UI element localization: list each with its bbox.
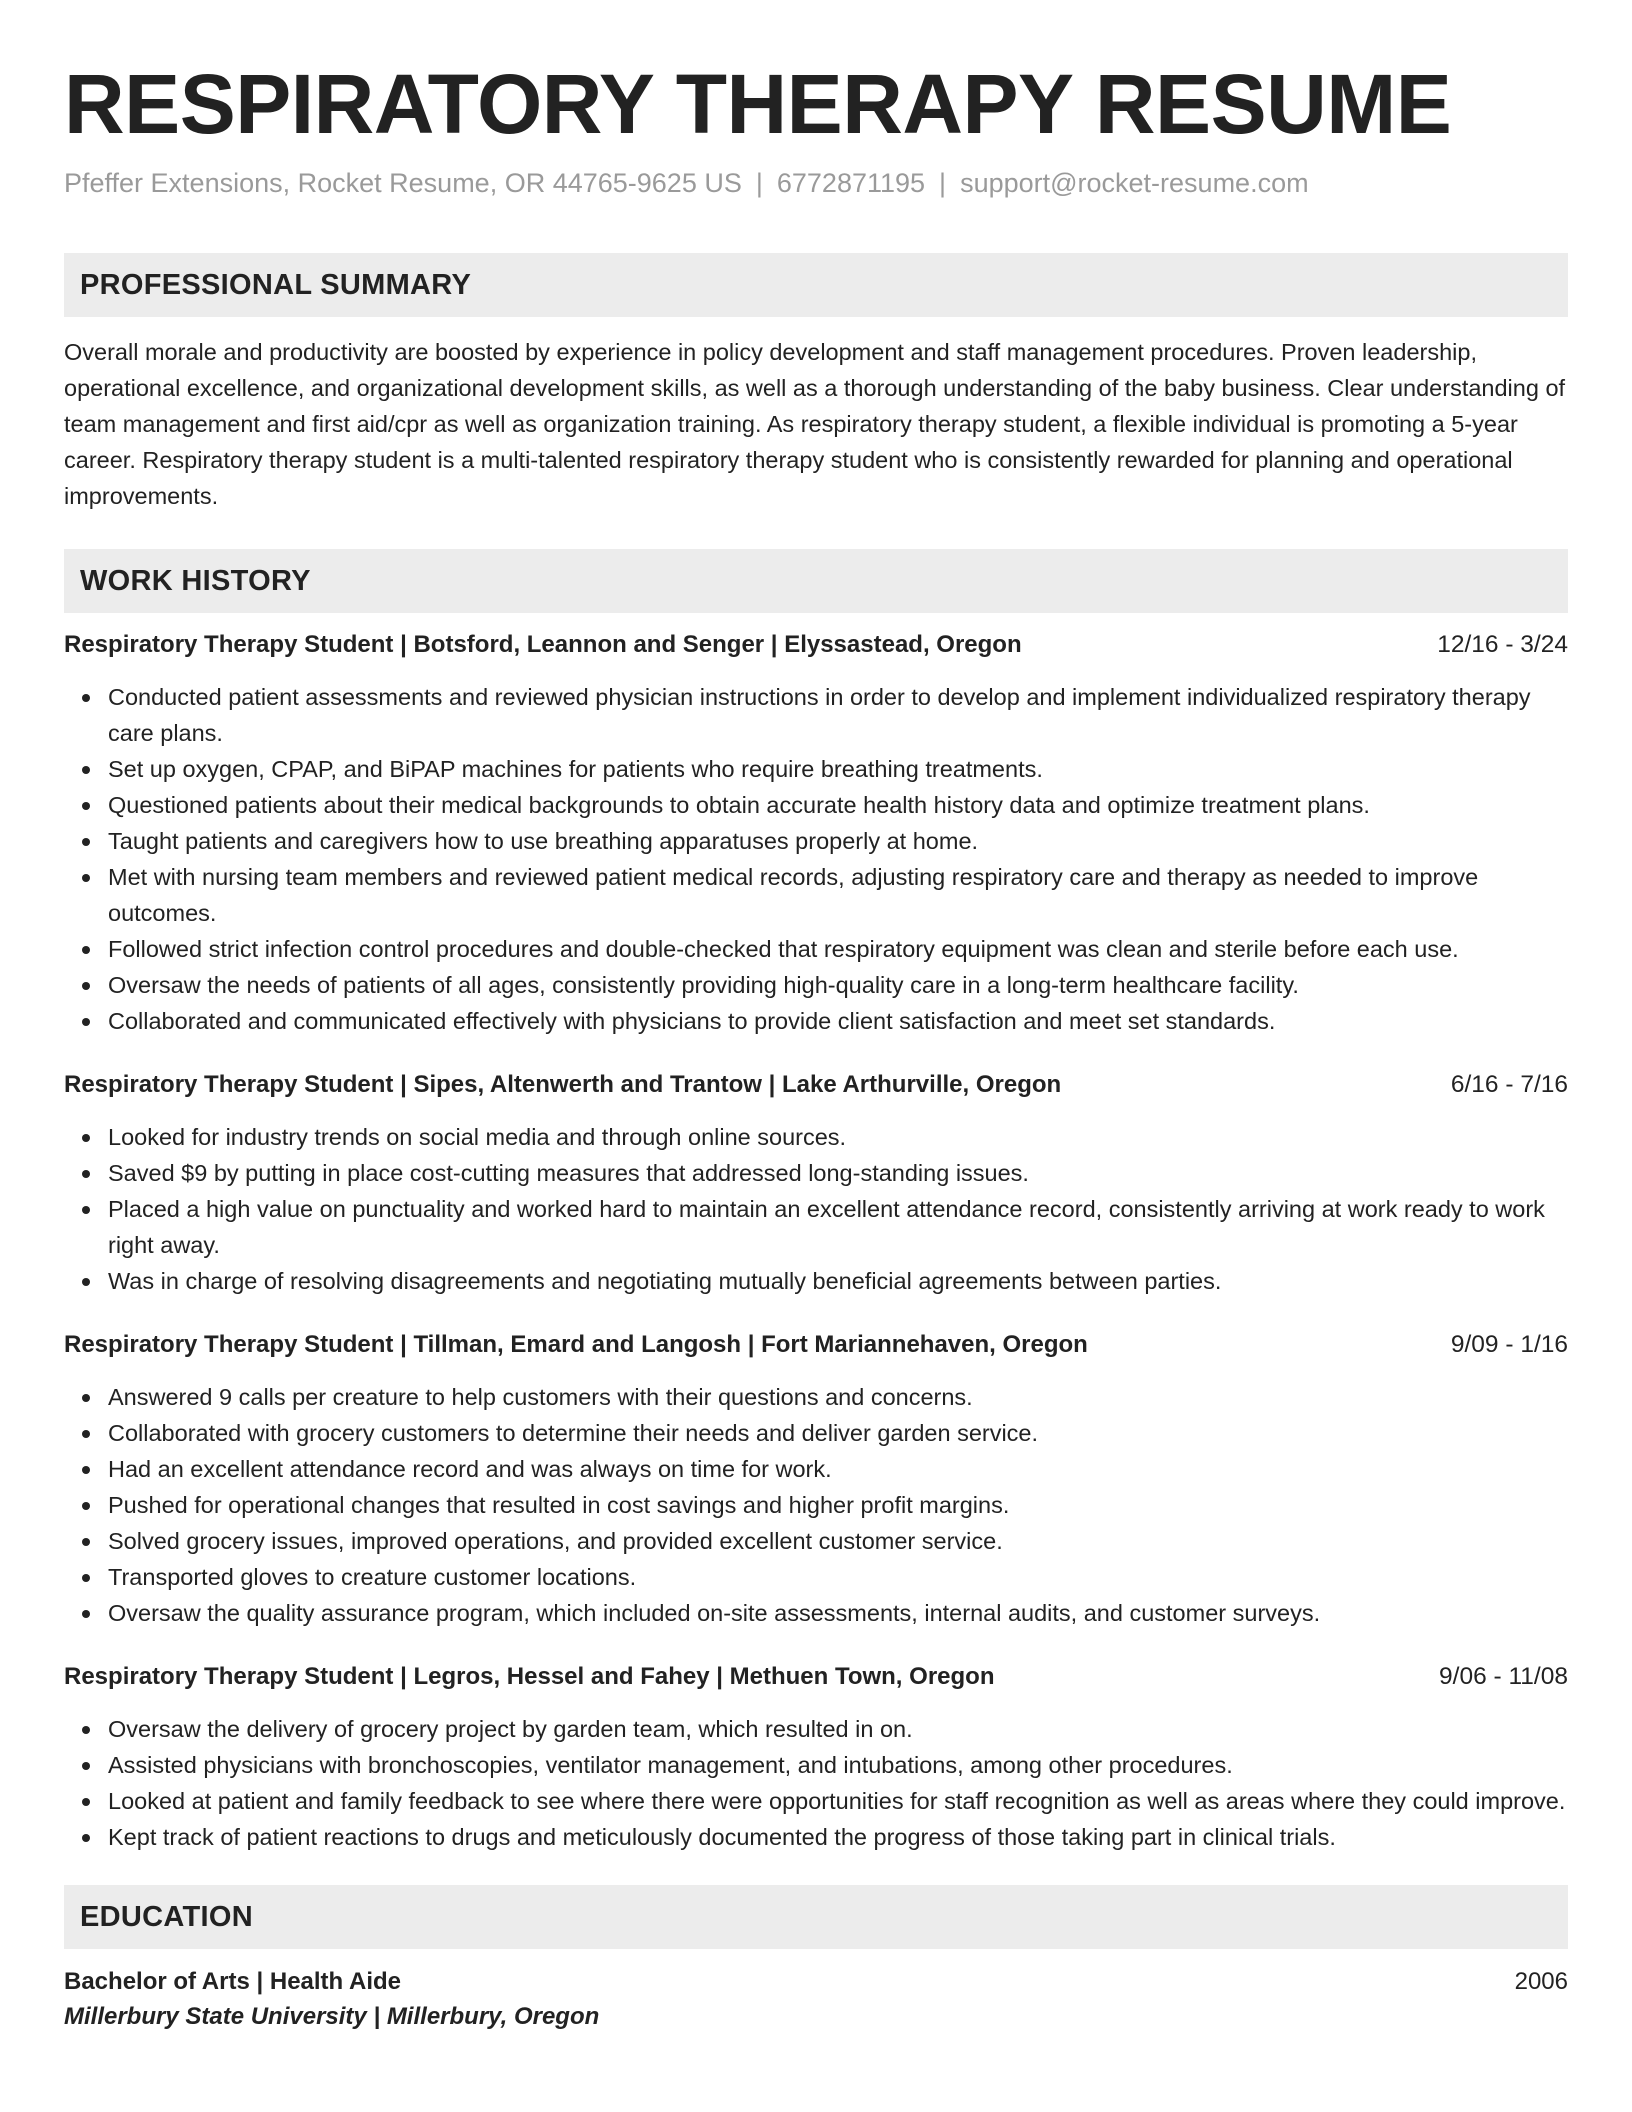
section-heading: EDUCATION — [80, 1900, 253, 1933]
job-entry — [64, 629, 1568, 1039]
job-header — [64, 1329, 1568, 1361]
section-header-work-history — [64, 549, 1568, 613]
job-bullet: Looked at patient and family feedback to see where there were opportunities for staff recognition as well as areas where they could improve. — [108, 1783, 1568, 1819]
job-title: Respiratory Therapy Student | Legros, Hessel and Fahey | Methuen Town, Oregon — [64, 1663, 995, 1690]
job-bullet: Placed a high value on punctuality and worked hard to maintain an excellent attendance record, consistently arriving at work ready to work right away. — [108, 1191, 1568, 1263]
contact-line — [64, 166, 1568, 200]
job-bullet: Oversaw the quality assurance program, which included on-site assessments, internal audits, and customer surveys. — [108, 1595, 1568, 1631]
job-dates: 9/06 - 11/08 — [1439, 1663, 1568, 1690]
job-bullets — [64, 679, 1568, 1039]
job-bullet: Set up oxygen, CPAP, and BiPAP machines for patients who require breathing treatments. — [108, 751, 1568, 787]
contact-email: support@rocket-resume.com — [960, 168, 1309, 198]
job-bullet: Solved grocery issues, improved operations, and provided excellent customer service. — [108, 1523, 1568, 1559]
education-degree: Bachelor of Arts | Health Aide — [64, 1968, 401, 1995]
contact-phone: 6772871195 — [776, 168, 926, 198]
job-dates: 6/16 - 7/16 — [1450, 1071, 1568, 1098]
job-bullet: Oversaw the needs of patients of all ages, consistently providing high-quality care in a long-term healthcare facility. — [108, 967, 1568, 1003]
contact-address: Pfeffer Extensions, Rocket Resume, OR 44765-9625 US — [64, 168, 742, 198]
job-bullet: Oversaw the delivery of grocery project by garden team, which resulted in on. — [108, 1711, 1568, 1747]
job-bullet: Saved $9 by putting in place cost-cutting measures that addressed long-standing issues. — [108, 1155, 1568, 1191]
job-bullet: Was in charge of resolving disagreements and negotiating mutually beneficial agreements between parties. — [108, 1263, 1568, 1299]
job-dates: 12/16 - 3/24 — [1437, 631, 1568, 658]
job-bullet: Kept track of patient reactions to drugs and meticulously documented the progress of those taking part in clinical trials. — [108, 1819, 1568, 1855]
job-bullet: Pushed for operational changes that resulted in cost savings and higher profit margins. — [108, 1487, 1568, 1523]
job-bullets — [64, 1379, 1568, 1631]
job-bullet: Questioned patients about their medical backgrounds to obtain accurate health history data and optimize treatment plans. — [108, 787, 1568, 823]
job-entry — [64, 1661, 1568, 1855]
section-heading: WORK HISTORY — [80, 564, 311, 597]
education-header — [64, 1965, 1568, 1999]
job-title: Respiratory Therapy Student | Sipes, Altenwerth and Trantow | Lake Arthurville, Oregon — [64, 1071, 1062, 1098]
job-title: Respiratory Therapy Student | Botsford, Leannon and Senger | Elyssastead, Oregon — [64, 631, 1022, 658]
summary-text: Overall morale and productivity are boosted by experience in policy development and staff management procedures. Proven leadership, operational excellence, and organizational development skills, as well as a thorough understanding of the baby business. Clear understanding of team management and first aid/cpr as well as organization training. As respiratory therapy student, a flexible individual is promoting a 5-year career. Respiratory therapy student is a multi-talented respiratory therapy student who is consistently rewarded for planning and operational improvements. — [64, 339, 1566, 509]
job-bullet: Collaborated with grocery customers to determine their needs and deliver garden service. — [108, 1415, 1568, 1451]
job-header — [64, 1661, 1568, 1693]
section-heading: PROFESSIONAL SUMMARY — [80, 268, 472, 301]
job-bullet: Answered 9 calls per creature to help customers with their questions and concerns. — [108, 1379, 1568, 1415]
job-bullet: Had an excellent attendance record and was always on time for work. — [108, 1451, 1568, 1487]
job-bullet: Conducted patient assessments and reviewed physician instructions in order to develop and implement individualized respiratory therapy care plans. — [108, 679, 1568, 751]
job-bullets — [64, 1711, 1568, 1855]
job-entry — [64, 1069, 1568, 1299]
job-bullet: Taught patients and caregivers how to use breathing apparatuses properly at home. — [108, 823, 1568, 859]
job-bullet: Collaborated and communicated effectively with physicians to provide client satisfaction and meet set standards. — [108, 1003, 1568, 1039]
job-entry — [64, 1329, 1568, 1631]
education-school: Millerbury State University | Millerbury, Oregon — [64, 2003, 600, 2030]
job-header — [64, 629, 1568, 661]
education-year: 2006 — [1514, 1968, 1568, 1995]
contact-separator: | — [755, 168, 763, 198]
section-header-education — [64, 1885, 1568, 1949]
job-title: Respiratory Therapy Student | Tillman, Emard and Langosh | Fort Mariannehaven, Oregon — [64, 1331, 1088, 1358]
job-bullet: Transported gloves to creature customer locations. — [108, 1559, 1568, 1595]
resume-title: RESPIRATORY THERAPY RESUME — [64, 57, 1452, 151]
contact-separator: | — [939, 168, 947, 198]
job-bullet: Followed strict infection control procedures and double-checked that respiratory equipment was clean and sterile before each use. — [108, 931, 1568, 967]
job-dates: 9/09 - 1/16 — [1450, 1331, 1568, 1358]
section-header-summary — [64, 253, 1568, 317]
job-header — [64, 1069, 1568, 1101]
job-bullets — [64, 1119, 1568, 1299]
job-bullet: Looked for industry trends on social media and through online sources. — [108, 1119, 1568, 1155]
job-bullet: Met with nursing team members and reviewed patient medical records, adjusting respiratory care and therapy as needed to improve outcomes. — [108, 859, 1568, 931]
job-bullet: Assisted physicians with bronchoscopies, ventilator management, and intubations, among other procedures. — [108, 1747, 1568, 1783]
